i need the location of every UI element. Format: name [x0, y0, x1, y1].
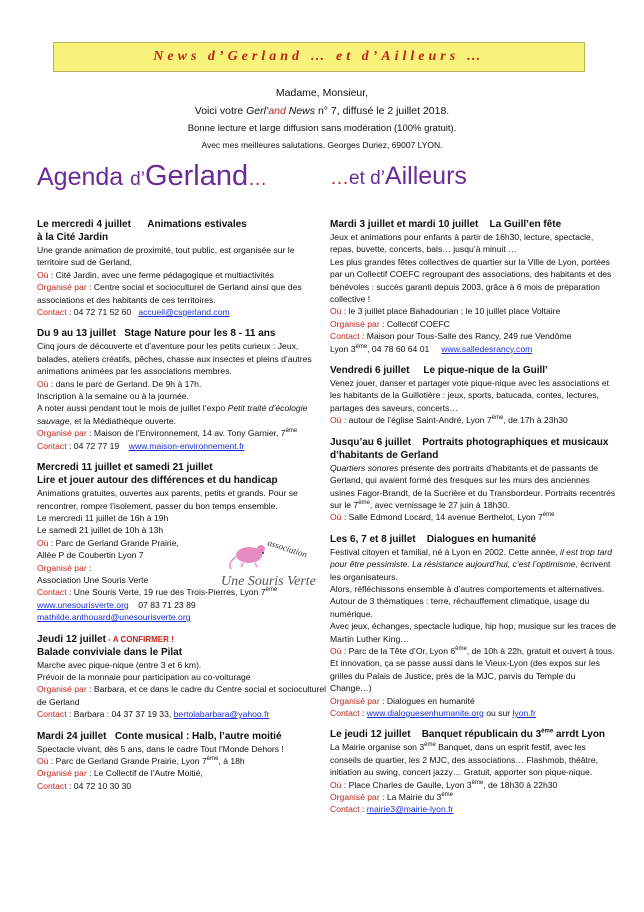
website-link[interactable]: www.unesourisverte.org	[37, 599, 129, 610]
une-souris-verte-logo	[215, 533, 325, 589]
agenda-title: Agenda d’Gerland…	[37, 160, 268, 192]
email-link[interactable]: mathilde.anthouard@unesourisverte.org	[37, 612, 191, 623]
event-guill-en-fete: Mardi 3 juillet et mardi 10 juillet La Guill’en fête Jeux et animations pour enfants à partir de 16h30, lecture, spectacle, repas, buvette, concerts, bals… jusqu’à minuit … Les plus grandes fêtes collectives de quartier sur la Ville de Lyon, portées par un Collectif COEFC regroupant des associations, des habitants et des bénévoles : succès garanti depuis 2003, grâce à 6 mois de préparation collective ! Où : le 3 juillet place Bahadourian ; le 10 juillet place Voltaire Organisé par : Collectif COEFC Contact : Maison pour Tous-Salle des Rancy, 249 rue Vendôme Lyon 3ème, 04 78 60 64 01 www.salledesrancy.com	[330, 219, 612, 354]
email-link[interactable]: mairie3@mairie-lyon.fr	[366, 804, 454, 815]
email-link[interactable]: bertolabarbara@yahoo.fr	[173, 709, 270, 720]
website-link[interactable]: www.salledesrancy.com	[441, 343, 533, 354]
website-link[interactable]: www.dialoguesenhumanite.org	[366, 708, 484, 718]
email-link[interactable]: accueil@csgerland.com	[138, 307, 230, 318]
event-conte-musical: Mardi 24 juillet Conte musical : Halb, l’autre moitié Spectacle vivant, dès 5 ans, dans le cadre Tout l’Monde Dehors ! Où : Parc de Gerland Grande Prairie, Lyon 7ème, à 18h Organisé par : Le Collectif de l’Autre Moitié, Contact : 04 72 10 30 30	[37, 730, 284, 791]
confirm-badge: - A CONFIRMER !	[105, 634, 174, 644]
website-link-lyon[interactable]: lyon.fr	[512, 708, 536, 718]
event-lire-et-jouer: Mercredi 11 juillet et samedi 21 juillet Lire et jouer autour des différences et du handicap Animations gratuites, ouvertes aux parents, petits et grands. Pour se rencontrer, rompre l’isolement, passer du bon temps ensemble. Le mercredi 11 juillet de 16h à 19h Le samedi 21 juillet de 10h à 13h Où : Parc de Gerland Grande Prairie, Allée P de Coubertin Lyon 7 Organisé par : Association Une Souris Verte Contact : Une Souris Verte, 19 rue des Trois-Pierres, Lyon 7ème www.unesourisverte.org 07 83 71 23 89 mathilde.anthouard@unesourisverte.org association Une Souris Verte	[37, 461, 327, 623]
event-animations-estivales: Le mercredi 4 juillet Animations estivales à la Cité Jardin Une grande animation de proximité, tout public, est organisée sur le territoire sud de Gerland, Où : Cité Jardin, avec une ferme pédagogique et multiactivités Organisé par : Centre social et socioculturel de Gerland ainsi que des associations et des habitants de ces territoires. Contact : 04 72 71 52 60 accueil@csgerland.com	[37, 219, 302, 318]
issue-line: Voici votre Gerl’and News n° 7, diffusé le 2 juillet 2018.	[194, 105, 450, 117]
website-link[interactable]: www.maison-environnement.fr	[128, 440, 245, 451]
logo-name-text: Une Souris Verte	[221, 574, 316, 590]
event-dialogues-humanite: Les 6, 7 et 8 juillet Dialogues en humanité Festival citoyen et familial, né à Lyon en 2002. Cette année, il est trop tard pour être pessimiste. La résistance aujourd’hui, c’est l’optimisme, écrivent les organisateurs. Alors, réfléchissons ensemble à d’autres comportements et alternatives. Autour de 3 thématiques : terre, réchauffement climatique, usage du numérique. Avec jeux, échanges, spectacle ludique, hip hop, musique sur les traces de Martin Luther King… Où : Parc de la Tête d’Or, Lyon 6ème, de 10h à 22h, gratuit et ouvert à tous. Et innovation, ça se passe aussi dans le Vieux-Lyon (des expos sur les grilles du Palais de Justice, près de la MJC, parvis du Temple du Change…) Organisé par : Dialogues en humanité Contact : www.dialoguesenhumanite.org ou sur lyon.fr	[330, 533, 616, 718]
logo-association-text: association	[266, 537, 309, 560]
signature-line: Avec mes meilleures salutations. Georges Duriez, 69007 LYON.	[201, 140, 443, 150]
event-portraits: Jusqu’au 6 juillet Portraits photographiques et musicaux d’habitants de Gerland Quartiers sonores présente des portraits d’habitants et de passants de Gerland, qui avaient formé des fresques sur les murs des anciennes usines Fagor-Brandt, de la Sucrière et du Transbordeur. Portraits recentrés sur le 7ème, avec vernissage le 27 juin à 18h30. Où : Salle Edmond Locard, 14 avenue Berthelot, Lyon 7ème	[330, 436, 616, 523]
intro-block	[120, 84, 524, 153]
agenda-gerland-column	[37, 160, 327, 801]
et-ailleurs-column	[330, 162, 617, 825]
event-pique-nique-guill: Vendredi 6 juillet Le pique-nique de la Guill’ Venez jouer, danser et partager vote pique-nique avec les associations et les habitants de la Guillotière : jeux, sports, batucada, contes, lectures, partages des saveurs, concerts… Où : autour de l’église Saint-André, Lyon 7ème, de 17h à 23h30	[330, 365, 609, 426]
newsletter-banner: News d’Gerland … et d’Ailleurs …	[53, 42, 585, 72]
mouse-icon	[230, 545, 265, 569]
event-banquet-republicain: Le jeudi 12 juillet Banquet républicain du 3ème arrdt Lyon La Mairie organise son 3ème Banquet, dans un esprit festif, avec les conseils de quartier, les 2 MJC, des associations… Flashmob, théâtre, initiation au swing, concert jazzy… Gratuit, apporter son pique-nique. Où : Place Charles de Gaulle, Lyon 3ème, de 18h30 à 22h30 Organisé par : La Mairie du 3ème Contact : mairie3@mairie-lyon.fr	[330, 729, 606, 815]
event-stage-nature: Du 9 au 13 juillet Stage Nature pour les 8 - 11 ans Cinq jours de découverte et d’aventure pour les petits curieux : Jeux, balades, ateliers créatifs, pêches, chasse aux insectes et pleins d’autres animations animées par les associations membres. Où : dans le parc de Gerland. De 9h à 17h. Inscription à la semaine ou à la journée. A noter aussi pendant tout le mois de juillet l’expo Petit traité d’écologie sauvage, et la Médiathèque ouverte. Organisé par : Maison de l’Environnement, 14 av. Tony Garnier, 7ème Contact : 04 72 77 19 www.maison-environnement.fr	[37, 328, 312, 451]
greeting: Madame, Monsieur,	[275, 87, 369, 99]
ailleurs-title: …et d’Ailleurs	[330, 162, 467, 190]
event-balade-pilat: Jeudi 12 juillet - A CONFIRMER ! Balade conviviale dans le Pilat Marche avec pique-nique (entre 3 et 6 km). Prévoir de la monnaie pour participation au co-voiturage Organisé par : Barbara, et ce dans le cadre du Centre social et socioculturel de Gerland Contact : Barbara : 04 37 37 19 33, bertolabarbara@yahoo.fr	[37, 633, 327, 720]
reading-line: Bonne lecture et large diffusion sans modération (100% gratuit).	[187, 123, 457, 134]
